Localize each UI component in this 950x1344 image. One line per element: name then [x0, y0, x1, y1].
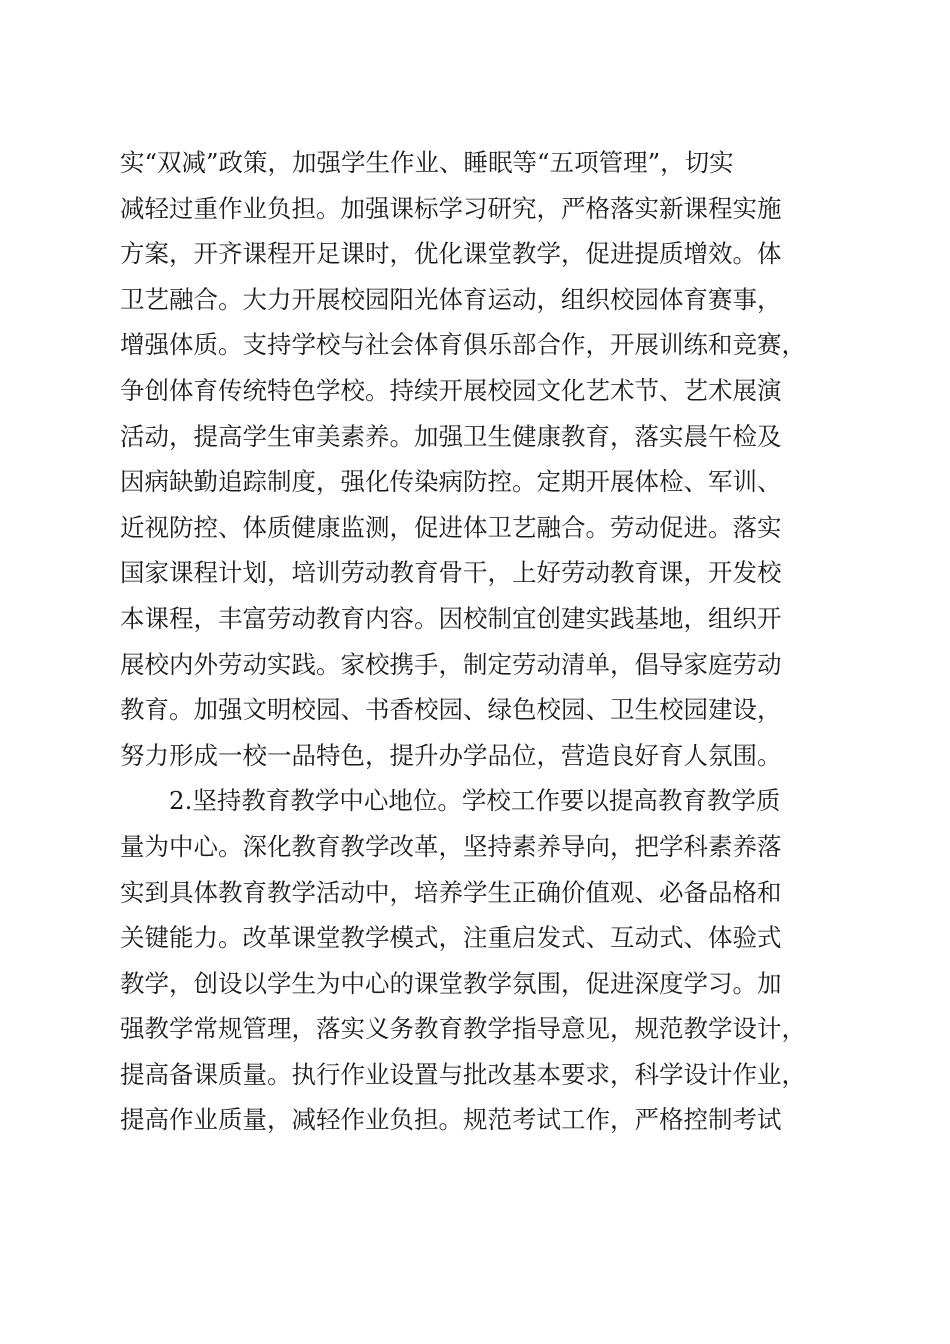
- text-line-12: 展校内外劳动实践。家校携手，制定劳动清单，倡导家庭劳动: [120, 649, 782, 679]
- text-line-5: 增强体质。支持学校与社会体育俱乐部合作，开展训练和竞赛，: [120, 330, 806, 360]
- text-line-19: 教学，创设以学生为中心的课堂教学氛围，促进深度学习。加: [120, 968, 782, 998]
- text-line-9: 近视防控、体质健康监测，促进体卫艺融合。劳动促进。落实: [120, 512, 782, 542]
- text-line-4: 卫艺融合。大力开展校园阳光体育运动，组织校园体育赛事，: [120, 284, 782, 314]
- text-line-13: 教育。加强文明校园、书香校园、绿色校园、卫生校园建设，: [120, 695, 782, 725]
- text-line-3: 方案，开齐课程开足课时，优化课堂教学，促进提质增效。体: [120, 239, 782, 269]
- text-line-11: 本课程，丰富劳动教育内容。因校制宜创建实践基地，组织开: [120, 603, 782, 633]
- text-line-7: 活动，提高学生审美素养。加强卫生健康教育，落实晨午检及: [120, 421, 782, 451]
- body-text: [120, 140, 840, 1143]
- text-line-18: 关键能力。改革课堂教学模式，注重启发式、互动式、体验式: [120, 923, 782, 953]
- text-line-21: 提高备课质量。执行作业设置与批改基本要求，科学设计作业，: [120, 1059, 806, 1089]
- text-line-14: 努力形成一校一品特色，提升办学品位，营造良好育人氛围。: [120, 740, 782, 770]
- text-line-17: 实到具体教育教学活动中，培养学生正确价值观、必备品格和: [120, 877, 782, 907]
- text-line-22: 提高作业质量，减轻作业负担。规范考试工作，严格控制考试: [120, 1105, 782, 1135]
- text-line-16: 量为中心。深化教育教学改革，坚持素养导向，把学科素养落: [120, 831, 782, 861]
- text-line-8: 因病缺勤追踪制度，强化传染病防控。定期开展体检、军训、: [120, 467, 782, 497]
- text-line-20: 强教学常规管理，落实义务教育教学指导意见，规范教学设计，: [120, 1014, 806, 1044]
- text-line-6: 争创体育传统特色学校。持续开展校园文化艺术节、艺术展演: [120, 375, 782, 405]
- text-line-2: 减轻过重作业负担。加强课标学习研究，严格落实新课程实施: [120, 193, 782, 223]
- text-line-10: 国家课程计划，培训劳动教育骨干，上好劳动教育课，开发校: [120, 558, 782, 588]
- text-line-1: 实“双减”政策，加强学生作业、睡眠等“五项管理”，切实: [120, 148, 734, 177]
- text-line-15: 2.坚持教育教学中心地位。学校工作要以提高教育教学质: [120, 786, 781, 816]
